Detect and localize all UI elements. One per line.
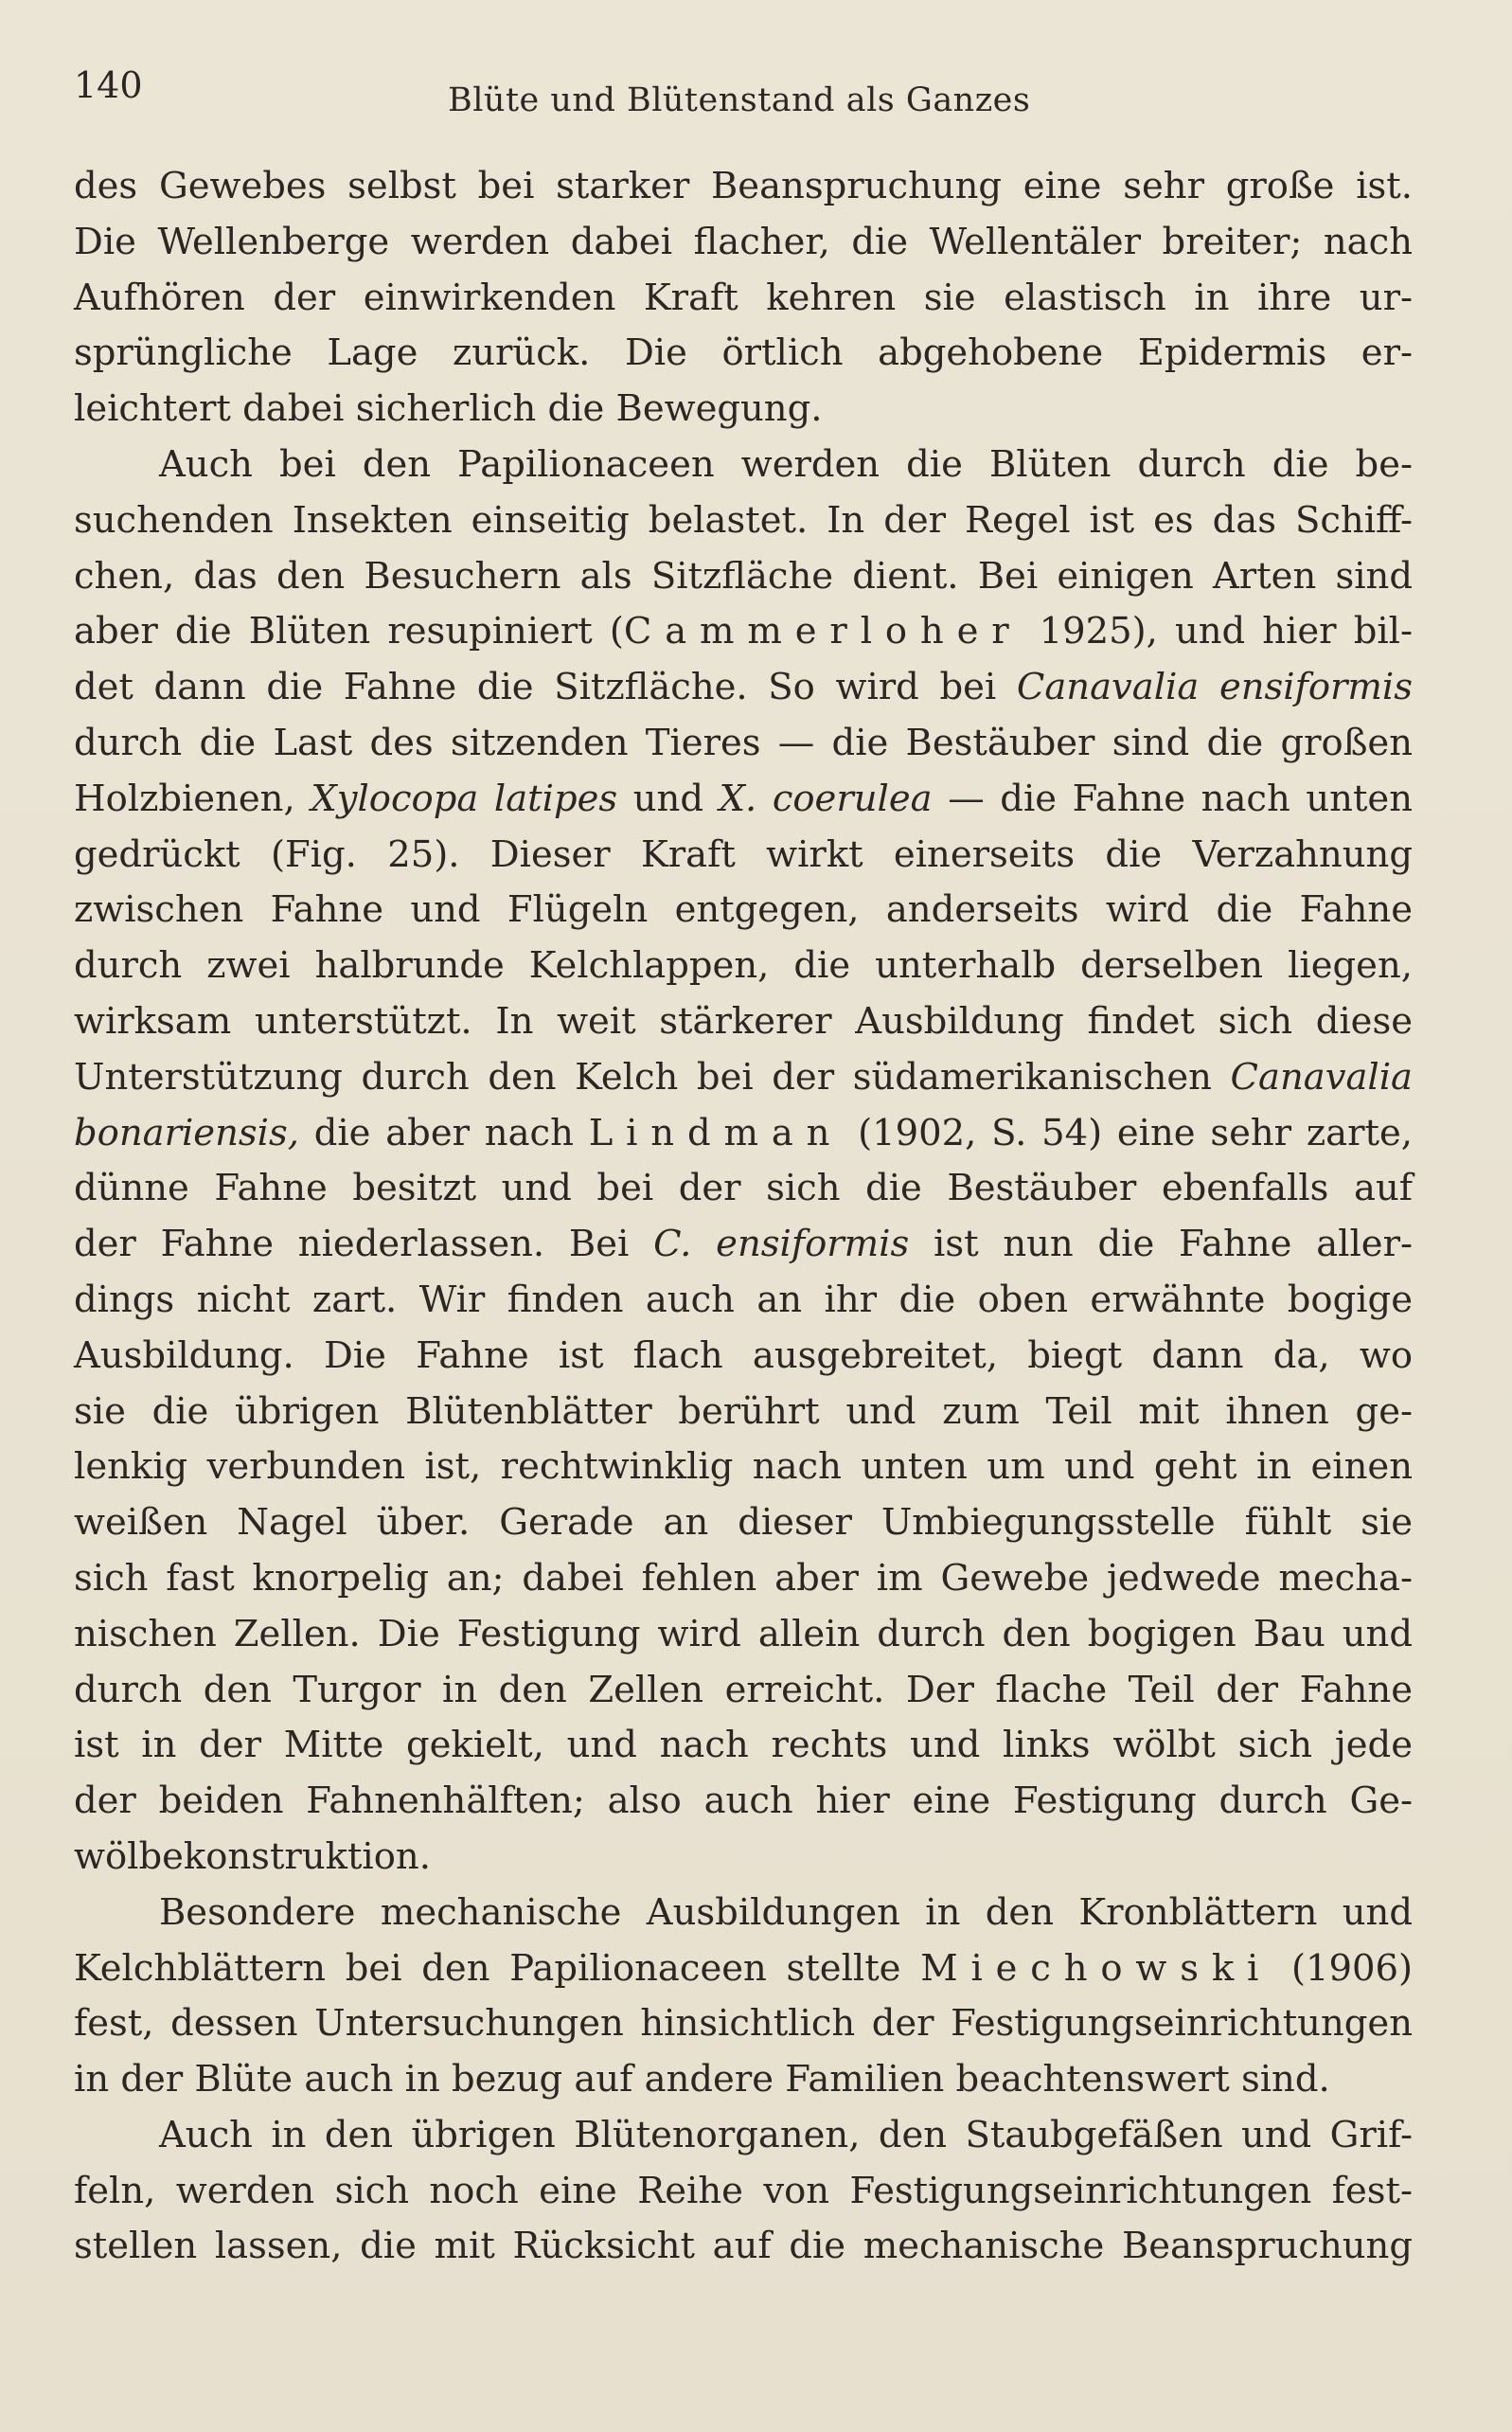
text-line [74, 994, 1413, 1050]
text-segment: feln, werden sich noch eine Reihe von Festigungseinrichtungen fest- [74, 2169, 1413, 2212]
text-segment: durch die Last des sitzenden Tieres — die Bestäuber sind die großen [74, 721, 1413, 764]
text-line [74, 215, 1413, 271]
text-line [74, 1106, 1413, 1162]
text-line [74, 828, 1413, 884]
text-line [74, 1774, 1413, 1830]
text-line [74, 1161, 1413, 1217]
paragraph [74, 159, 1413, 438]
paragraph [74, 2108, 1413, 2275]
running-title: Blüte und Blütenstand als Ganzes [448, 81, 1031, 119]
text-segment: wölbekonstruktion. [74, 1834, 431, 1878]
text-segment: zwischen Fahne und Flügeln entgegen, anderseits wird die Fahne [74, 888, 1413, 932]
text-line [74, 660, 1413, 716]
text-line [74, 772, 1413, 828]
text-segment: — die Fahne nach unten [932, 777, 1414, 820]
text-segment: Besondere mechanische Ausbildungen in den Kronblättern und [159, 1890, 1413, 1934]
text-segment: die aber nach [298, 1111, 589, 1154]
text-segment: Aufhören der einwirkenden Kraft kehren sie elastisch in ihre ur- [74, 276, 1413, 319]
text-line [74, 1440, 1413, 1495]
text-segment: Holzbienen, [74, 777, 311, 820]
italic-text: Canavalia ensiformis [1016, 666, 1414, 709]
italic-text: C. ensiformis [653, 1223, 910, 1266]
text-segment: ist nun die Fahne aller- [909, 1223, 1413, 1266]
text-segment: des Gewebes selbst bei starker Beanspruchung eine sehr große ist. [74, 165, 1413, 207]
text-segment: Auch in den übrigen Blütenorganen, den Staubgefäßen und Grif- [159, 2113, 1413, 2156]
text-segment: leichtert dabei sicherlich die Bewegung. [74, 387, 823, 431]
text-segment: fest, dessen Untersuchungen hinsichtlich der Festigungseinrichtungen [74, 2002, 1413, 2046]
text-segment: gedrückt (Fig. 25). Dieser Kraft wirkt einerseits die Verzahnung [74, 832, 1413, 876]
italic-text: Canavalia [1230, 1055, 1413, 1099]
text-line [74, 271, 1413, 327]
text-line [74, 382, 1413, 438]
paragraph [74, 1886, 1413, 2108]
text-line [74, 1830, 1413, 1886]
italic-text: X. coerulea [719, 777, 933, 820]
text-line [74, 604, 1413, 660]
text-segment: chen, das den Besuchern als Sitzfläche dient. Bei einigen Arten sind [74, 554, 1413, 598]
text-segment: 1925), und hier bil- [1022, 610, 1413, 653]
spaced-author-name: Cammerloher [623, 610, 1023, 653]
text-segment: sich fast knorpelig an; dabei fehlen aber im Gewebe jedwede mecha- [74, 1556, 1413, 1600]
text-segment: nischen Zellen. Die Festigung wird allein durch den bogigen Bau und [74, 1612, 1413, 1655]
text-segment: Die Wellenberge werden dabei flacher, die Wellentäler breiter; nach [74, 220, 1413, 263]
text-segment: Kelchblättern bei den Papilionaceen stellte [74, 1946, 921, 1990]
text-segment: Auch bei den Papilionaceen werden die Blüten durch die be- [159, 442, 1413, 486]
text-segment: der beiden Fahnenhälften; also auch hier eine Festigung durch Ge- [74, 1779, 1413, 1823]
text-segment: aber die Blüten resupiniert ( [74, 610, 624, 653]
paragraph [74, 438, 1413, 1886]
text-line [74, 1495, 1413, 1551]
text-line [74, 1941, 1413, 1997]
text-line [74, 1385, 1413, 1440]
text-line [74, 1996, 1413, 2052]
text-line [74, 2164, 1413, 2220]
text-line [74, 1217, 1413, 1273]
text-segment: (1902, S. 54) eine sehr zarte, [843, 1111, 1413, 1154]
spaced-author-name: Lindman [588, 1111, 844, 1154]
body-text [74, 159, 1413, 2275]
text-segment: durch den Turgor in den Zellen erreicht. Der flache Teil der Fahne [74, 1668, 1413, 1711]
text-segment: suchenden Insekten einseitig belastet. In der Regel ist es das Schiff- [74, 498, 1413, 542]
text-line [74, 1886, 1413, 1941]
text-line [74, 326, 1413, 382]
spaced-author-name: Miechowski [920, 1946, 1272, 1990]
text-line [74, 716, 1413, 772]
text-line [74, 1718, 1413, 1774]
text-segment: wirksam unterstützt. In weit stärkerer Ausbildung findet sich diese [74, 999, 1413, 1043]
text-line [74, 883, 1413, 939]
page-number: 140 [74, 64, 143, 106]
text-line [74, 1607, 1413, 1663]
text-line [74, 1551, 1413, 1607]
text-segment: durch zwei halbrunde Kelchlappen, die unterhalb derselben liegen, [74, 944, 1413, 988]
text-line [74, 1050, 1413, 1106]
text-line [74, 2108, 1413, 2164]
text-segment: und [617, 777, 720, 820]
text-segment: der Fahne niederlassen. Bei [74, 1223, 654, 1266]
text-segment: Ausbildung. Die Fahne ist flach ausgebreitet, biegt dann da, wo [74, 1333, 1413, 1377]
text-line [74, 1663, 1413, 1719]
text-segment: sprüngliche Lage zurück. Die örtlich abgehobene Epidermis er- [74, 331, 1413, 375]
text-line [74, 2052, 1413, 2108]
text-line [74, 438, 1413, 493]
text-segment: Unterstützung durch den Kelch bei der südamerikanischen [74, 1055, 1231, 1099]
text-segment: (1906) [1272, 1946, 1413, 1990]
text-segment: det dann die Fahne die Sitzfläche. So wird bei [74, 666, 1017, 709]
italic-text: Xylocopa latipes [311, 777, 618, 820]
text-line [74, 1329, 1413, 1385]
italic-text: bonariensis, [74, 1111, 299, 1154]
text-segment: in der Blüte auch in bezug auf andere Familien beachtenswert sind. [74, 2058, 1330, 2101]
page-header [74, 64, 1408, 121]
text-segment: dünne Fahne besitzt und bei der sich die Bestäuber ebenfalls auf [74, 1167, 1413, 1210]
text-line [74, 1273, 1413, 1329]
text-segment: ist in der Mitte gekielt, und nach rechts und links wölbt sich jede [74, 1724, 1413, 1767]
text-line [74, 2219, 1413, 2275]
text-segment: sie die übrigen Blütenblätter berührt und zum Teil mit ihnen ge- [74, 1389, 1413, 1433]
text-line [74, 493, 1413, 549]
text-segment: lenkig verbunden ist, rechtwinklig nach unten um und geht in einen [74, 1445, 1413, 1489]
text-line [74, 159, 1413, 215]
text-line [74, 549, 1413, 605]
text-line [74, 939, 1413, 994]
text-segment: weißen Nagel über. Gerade an dieser Umbiegungsstelle fühlt sie [74, 1501, 1413, 1545]
text-segment: dings nicht zart. Wir finden auch an ihr die oben erwähnte bogige [74, 1278, 1413, 1321]
text-segment: stellen lassen, die mit Rücksicht auf die mechanische Beanspruchung [74, 2225, 1413, 2268]
